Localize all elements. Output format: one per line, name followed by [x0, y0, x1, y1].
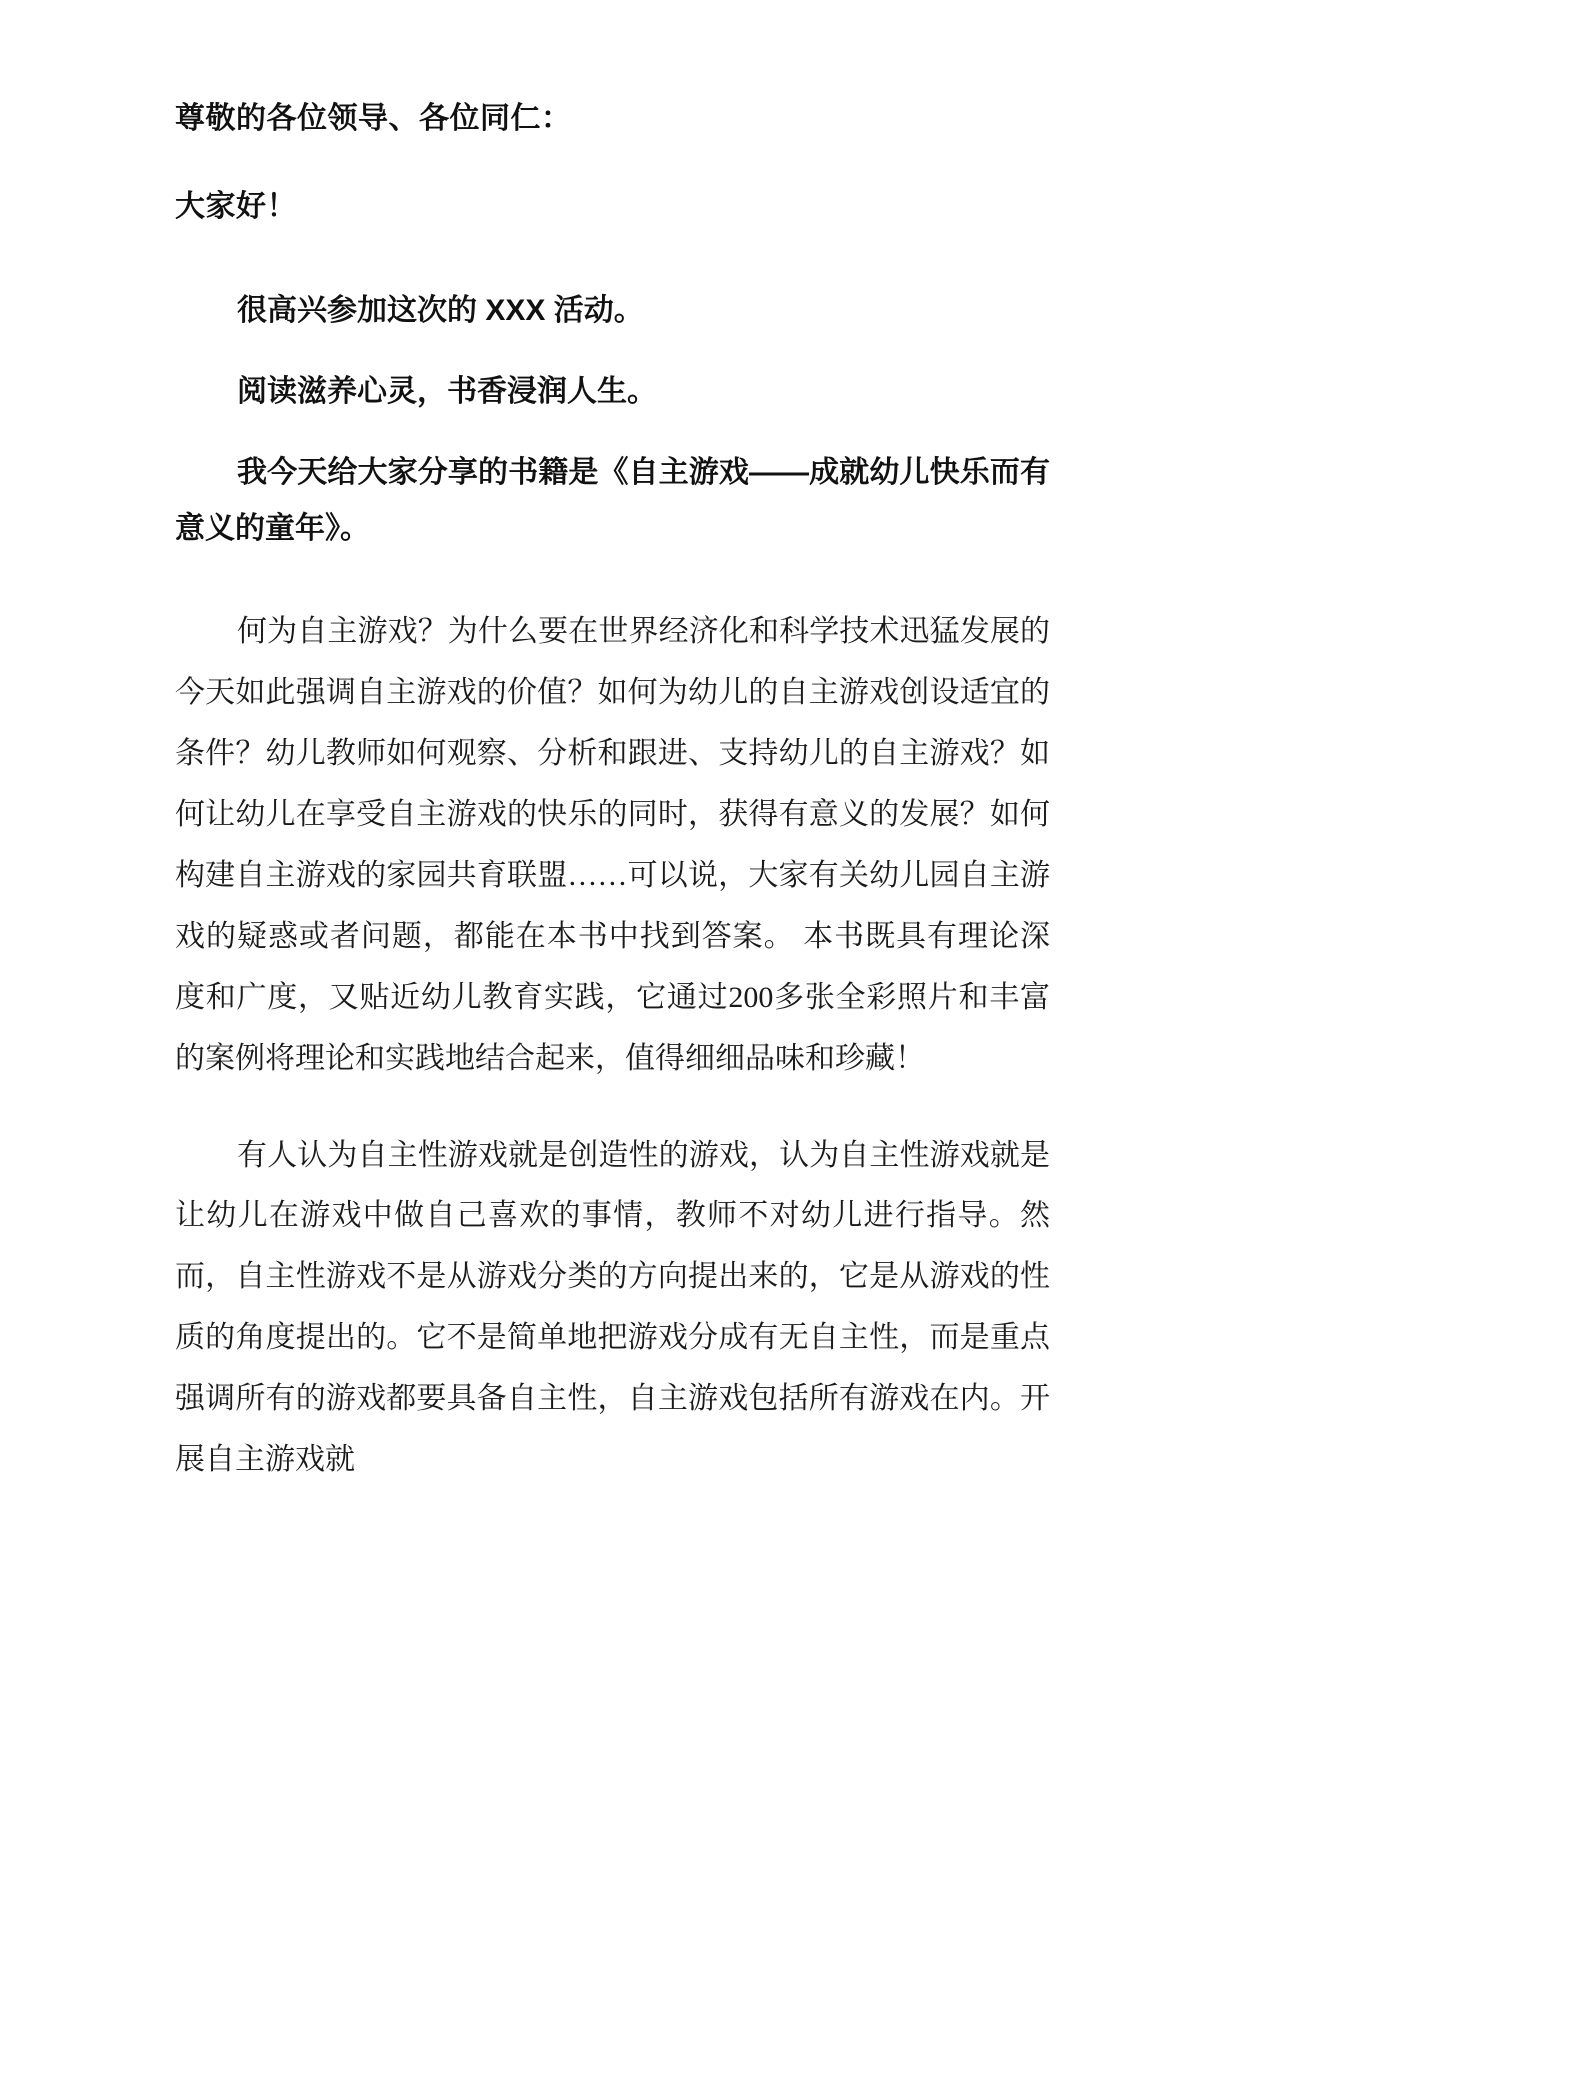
lead-paragraph-book-title: 我今天给大家分享的书籍是《自主游戏——成就幼儿快乐而有意义的童年》。 [175, 455, 1050, 545]
body-paragraph-2: 有人认为自主性游戏就是创造性的游戏，认为自主性游戏就是让幼儿在游戏中做自己喜欢的事情，教师不对幼儿进行指导。然而，自主性游戏不是从游戏分类的方向提出来的，它是从游戏的性质的角度提出的。它不是简单地把游戏分成有无自主性，而是重点强调所有的游戏都要具备自主性，自主游戏包括所有游戏在内。开展自主游戏就 [175, 1138, 1050, 1476]
document-content [175, 104, 1050, 1491]
salutation-line-1: 尊敬的各位领导、各位同仁： [175, 102, 572, 135]
lead-paragraph-slogan: 阅读滋养心灵，书香浸润人生。 [237, 375, 657, 409]
lead-paragraph-greeting: 很高兴参加这次的 XXX 活动。 [237, 294, 644, 327]
body-paragraph-1: 何为自主游戏？为什么要在世界经济化和科学技术迅猛发展的今天如此强调自主游戏的价值？如何为幼儿的自主游戏创设适宜的条件？幼儿教师如何观察、分析和跟进、支持幼儿的自主游戏？如何让幼儿在享受自主游戏的快乐的同时，获得有意义的发展？如何构建自主游戏的家园共育联盟……可以说，大家有关幼儿园自主游戏的疑惑或者问题，都能在本书中找到答案。 本书既具有理论深度和广度，又贴近幼儿教育实践，它通过200多张全彩照片和丰富的案例将理论和实践地结合起来，值得细细品味和珍藏！ [175, 615, 1050, 1075]
salutation-line-2: 大家好！ [175, 190, 297, 223]
